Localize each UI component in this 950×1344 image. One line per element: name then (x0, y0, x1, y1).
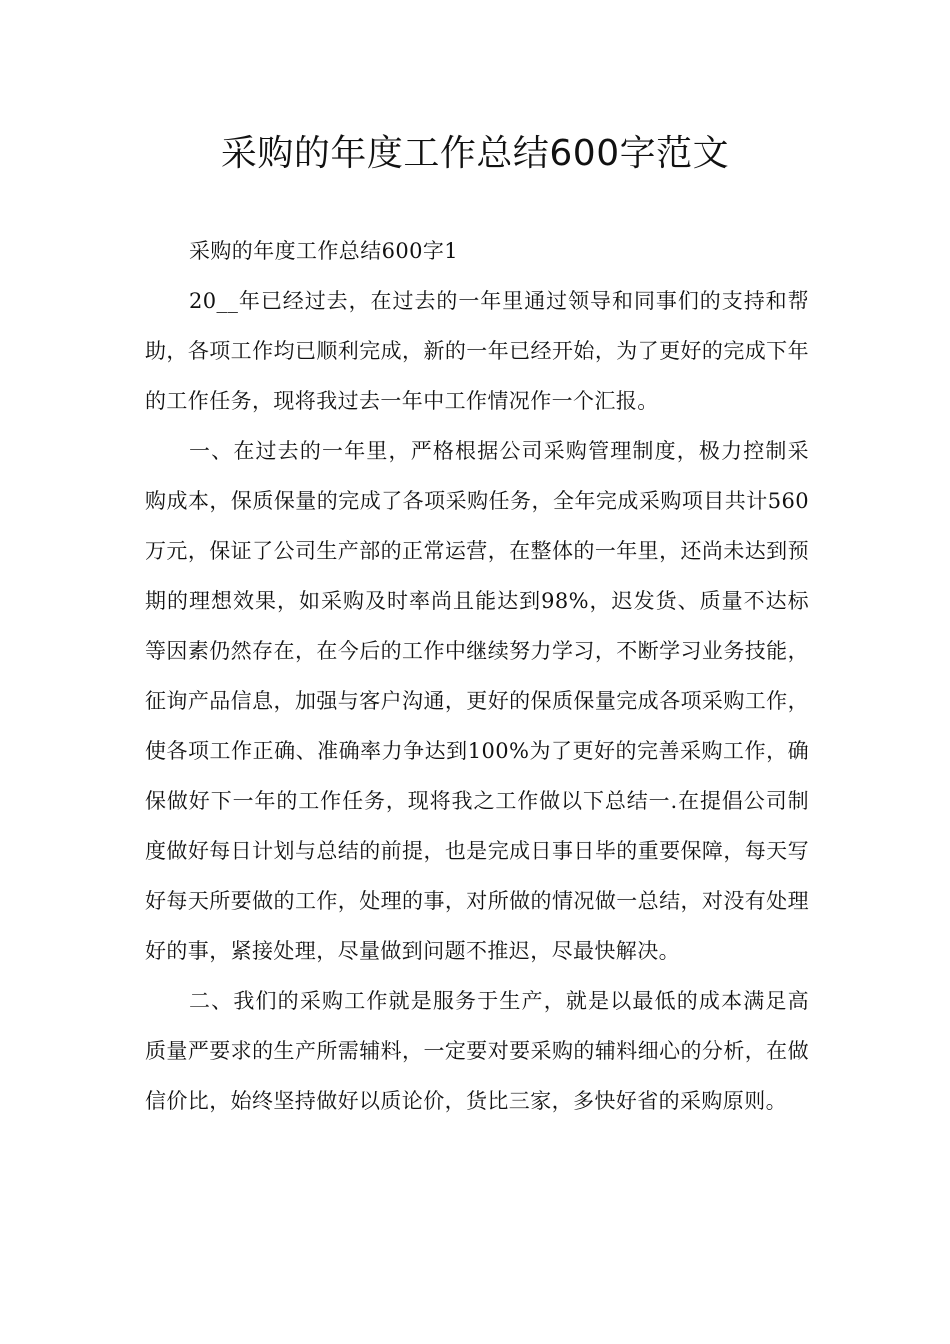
section-heading: 采购的年度工作总结600字1 (189, 239, 459, 263)
document-title: 采购的年度工作总结600字范文 (220, 133, 730, 174)
intro-paragraph: 20__年已经过去，在过去的一年里通过领导和同事们的支持和帮助，各项工作均已顺利完成，新的一年已经开始，为了更好的完成下年的工作任务，现将我过去一年中工作情况作一个汇报。 (145, 289, 809, 413)
document-body (145, 226, 809, 1126)
paragraph-two: 二、我们的采购工作就是服务于生产，就是以最低的成本满足高质量严要求的生产所需辅料，一定要对要采购的辅料细心的分析，在做信价比，始终坚持做好以质论价，货比三家，多快好省的采购原则。 (145, 989, 809, 1113)
paragraph-one: 一、在过去的一年里，严格根据公司采购管理制度，极力控制采购成本，保质保量的完成了各项采购任务，全年完成采购项目共计560万元，保证了公司生产部的正常运营，在整体的一年里，还尚未达到预期的理想效果，如采购及时率尚且能达到98%，迟发货、质量不达标等因素仍然存在，在今后的工作中继续努力学习，不断学习业务技能，征询产品信息，加强与客户沟通，更好的保质保量完成各项采购工作，使各项工作正确、准确率力争达到100%为了更好的完善采购工作，确保做好下一年的工作任务，现将我之工作做以下总结一.在提倡公司制度做好每日计划与总结的前提，也是完成日事日毕的重要保障，每天写好每天所要做的工作，处理的事，对所做的情况做一总结，对没有处理好的事，紧接处理，尽量做到问题不推迟，尽最快解决。 (145, 439, 809, 963)
